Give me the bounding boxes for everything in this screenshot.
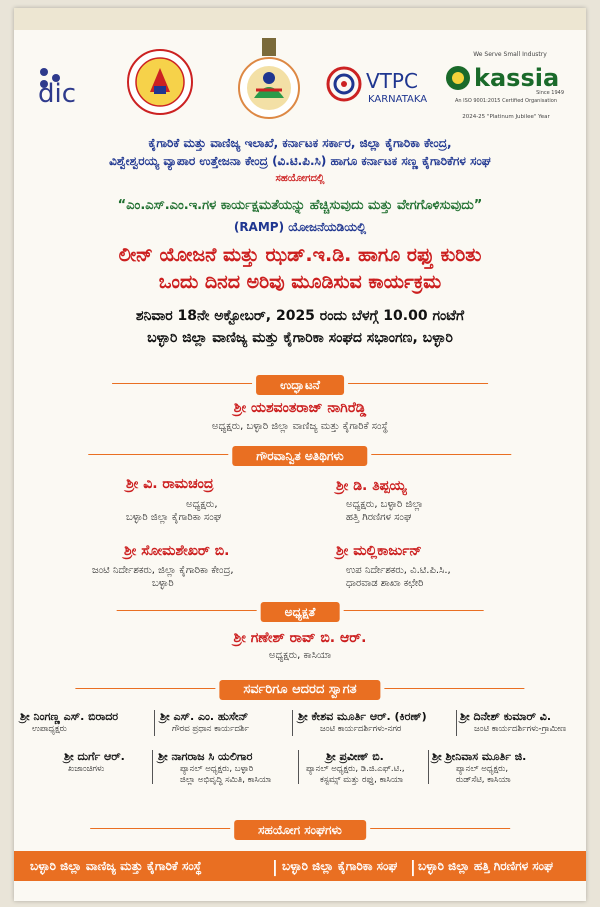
welcome-member-8 — [432, 750, 584, 786]
welcome-member-7 — [306, 750, 432, 786]
welcome-member-name: ಶ್ರೀ ಶ್ರೀನಿವಾಸ ಮೂರ್ತಿ ಜಿ. — [432, 750, 527, 763]
president-desc: ಅಧ್ಯಕ್ಷರು, ಕಾಸಿಯಾ — [268, 650, 332, 661]
welcome-member-name: ಶ್ರೀ ಎಸ್. ಎಂ. ಹುಸೇನ್ — [160, 710, 249, 723]
divider — [428, 750, 429, 784]
vtpc-logo — [324, 64, 444, 108]
welcome-member-role: ಪ್ಯಾನಲ್ ಅಧ್ಯಕ್ಷರು, ಬಳ್ಳಾರಿ — [180, 764, 254, 774]
support-org-2: ಬಳ್ಳಾರಿ ಜಿಲ್ಲಾ ಕೈಗಾರಿಕಾ ಸಂಘ — [282, 859, 398, 873]
event-date: ಶನಿವಾರ 18ನೇ ಅಕ್ಟೋಬರ್, 2025 ರಂದು ಬೆಳಗ್ಗೆ 10.00 ಗಂಟೆಗೆ — [135, 308, 465, 324]
president-name: ಶ್ರೀ ಗಣೇಶ್ ರಾವ್ ಬಿ. ಆರ್. — [233, 630, 367, 646]
divider — [154, 710, 155, 736]
kassia-logo — [444, 48, 568, 124]
welcome-member-2 — [160, 710, 290, 735]
support-org-3: ಬಳ್ಳಾರಿ ಜಿಲ್ಲಾ ಹತ್ತಿ ಗಿರಣಿಗಳ ಸಂಘ — [418, 859, 553, 873]
collaboration-label: ಸಹಯೋಗದಲ್ಲಿ — [275, 173, 325, 184]
welcome-member-6 — [158, 750, 298, 786]
guest-4-name: ಶ್ರೀ ಮಲ್ಲಿಕಾರ್ಜುನ್ — [336, 543, 422, 559]
dic-logo — [34, 58, 96, 108]
kassia-tagline: We Serve Small Industry — [473, 51, 547, 58]
divider: | — [410, 857, 416, 876]
kassia-jubilee: 2024-25 "Platinum Jubilee" Year — [462, 114, 550, 120]
divider — [298, 750, 299, 784]
welcome-member-3 — [298, 710, 458, 735]
welcome-member-1 — [20, 710, 150, 735]
event-venue: ಬಳ್ಳಾರಿ ಜಿಲ್ಲಾ ವಾಣಿಜ್ಯ ಮತ್ತು ಕೈಗಾರಿಕಾ ಸಂಘದ ಸಭಾಂಗಣ, ಬಳ್ಳಾರಿ — [147, 330, 453, 346]
guest-4-desc-2: ಧಾರವಾಡ ಶಾಖಾ ಕಛೇರಿ — [346, 578, 424, 589]
support-orgs-band — [14, 851, 586, 881]
welcome-member-role: ಖಜಾಂಚಿಗಳು — [68, 764, 105, 774]
organizers-line-1: ಕೈಗಾರಿಕೆ ಮತ್ತು ವಾಣಿಜ್ಯ ಇಲಾಖೆ, ಕರ್ನಾಟಕ ಸರ್ಕಾರ, ಜಿಲ್ಲಾ ಕೈಗಾರಿಕಾ ಕೇಂದ್ರ, — [148, 136, 452, 150]
welcome-member-name: ಶ್ರೀ ಕೇಶವ ಮೂರ್ತಿ ಆರ್. (ಕಿರಣ್) — [298, 710, 427, 723]
top-band — [14, 8, 586, 30]
logo-strip — [34, 38, 566, 128]
welcome-member-role: ಗೌರವ ಪ್ರಧಾನ ಕಾರ್ಯದರ್ಶಿ — [172, 724, 250, 734]
welcome-member-role: ಉಪಾಧ್ಯಕ್ಷರು — [32, 724, 67, 734]
guest-2-desc-1: ಅಧ್ಯಕ್ಷರು, ಬಳ್ಳಾರಿ ಜಿಲ್ಲಾ — [346, 499, 424, 510]
welcome-member-role-2: ರುಡ್‌ಸೆಟಿ, ಕಾಸಿಯಾ — [456, 775, 511, 785]
guest-1-desc-2: ಬಳ್ಳಾರಿ ಜಿಲ್ಲಾ ಕೈಗಾರಿಕಾ ಸಂಘ — [126, 512, 222, 523]
guest-1-desc-1: ಅಧ್ಯಕ್ಷರು, — [186, 499, 218, 510]
welcome-member-name: ಶ್ರೀ ದಿನೇಶ್ ಕುಮಾರ್ ವಿ. — [460, 710, 552, 723]
ramp-logo — [234, 38, 304, 124]
event-title-line-1: ಲೀನ್ ಯೋಜನೆ ಮತ್ತು ಝಡ್.ಇ.ಡಿ. ಹಾಗೂ ರಫ್ತು ಕುರಿತು — [118, 244, 482, 266]
welcome-member-name: ಶ್ರೀ ದುರ್ಗೆ ಆರ್. — [64, 750, 125, 763]
inaugurator-desc: ಅಧ್ಯಕ್ಷರು, ಬಳ್ಳಾರಿ ಜಿಲ್ಲಾ ವಾಣಿಜ್ಯ ಮತ್ತು ಕೈಗಾರಿಕೆ ಸಂಸ್ಥೆ — [211, 421, 389, 432]
vtpc-text: VTPC — [366, 69, 418, 93]
welcome-member-role-2: ಜಿಲ್ಲಾ ಅಭಿವೃದ್ಧಿ ಸಮಿತಿ, ಕಾಸಿಯಾ — [180, 775, 272, 785]
welcome-member-role: ಜಂಟಿ ಕಾರ್ಯದರ್ಶಿಗಳು-ನಗರ — [320, 724, 402, 734]
divider: | — [272, 857, 278, 876]
scheme-quote: “ಎಂ.ಎಸ್.ಎಂ.ಇ.ಗಳ ಕಾರ್ಯಕ್ಷಮತೆಯನ್ನು ಹೆಚ್ಚಿಸುವುದು ಮತ್ತು ವೇಗಗೊಳಿಸುವುದು” — [117, 198, 483, 213]
kassia-since: Since 1949 — [536, 90, 564, 96]
guest-1-desc — [126, 498, 221, 524]
welcome-member-role: ಪ್ಯಾನಲ್ ಅಧ್ಯಕ್ಷರು, ಡಿ.ಜಿ.ಎಫ್.ಟಿ., — [306, 764, 405, 774]
guest-4-desc-1: ಉಪ ನಿರ್ದೇಶಕರು, ವಿ.ಟಿ.ಪಿ.ಸಿ., — [346, 565, 451, 576]
kassia-text: kassia — [474, 64, 560, 92]
dic-text: dic — [38, 79, 77, 108]
welcome-member-5 — [64, 750, 154, 775]
support-heading: ಸಹಯೋಗ ಸಂಘಗಳು — [234, 820, 366, 840]
presidency-heading: ಅಧ್ಯಕ್ಷತೆ — [261, 602, 340, 622]
organizers-line-2: ವಿಶ್ವೇಶ್ವರಯ್ಯ ವ್ಯಾಪಾರ ಉತ್ತೇಜನಾ ಕೇಂದ್ರ (ವಿ.ಟಿ.ಪಿ.ಸಿ) ಹಾಗೂ ಕರ್ನಾಟಕ ಸಣ್ಣ ಕೈಗಾರಿಕೆಗಳ ಸಂಘ — [109, 154, 491, 168]
divider — [152, 750, 153, 784]
guest-2-desc-2: ಹತ್ತಿ ಗಿರಣಿಗಳ ಸಂಘ — [346, 512, 412, 523]
guest-3-desc-1: ಜಂಟಿ ನಿರ್ದೇಶಕರು, ಜಿಲ್ಲಾ ಕೈಗಾರಿಕಾ ಕೇಂದ್ರ, — [92, 565, 234, 576]
support-org-1: ಬಳ್ಳಾರಿ ಜಿಲ್ಲಾ ವಾಣಿಜ್ಯ ಮತ್ತು ಕೈಗಾರಿಕೆ ಸಂಸ್ಥೆ — [30, 859, 202, 873]
inauguration-heading: ಉದ್ಘಾಟನೆ — [256, 375, 344, 395]
guests-heading: ಗೌರವಾನ್ವಿತ ಅತಿಥಿಗಳು — [232, 446, 367, 466]
divider — [292, 710, 293, 736]
vtpc-state-text: KARNATAKA — [368, 94, 428, 105]
guest-2-name: ಶ್ರೀ ಡಿ. ತಿಪ್ಪಯ್ಯ — [336, 478, 407, 494]
invitation-card — [14, 8, 586, 901]
guest-2-desc — [346, 498, 423, 524]
scheme-line: (RAMP) ಯೋಜನೆಯಡಿಯಲ್ಲಿ — [233, 220, 367, 234]
welcome-heading: ಸರ್ವರಿಗೂ ಆದರದ ಸ್ವಾಗತ — [219, 680, 380, 700]
welcome-member-name: ಶ್ರೀ ನಿಂಗಣ್ಣ ಎಸ್. ಬಿರಾದರ — [20, 710, 119, 723]
kassia-cert: An ISO 9001:2015 Certified Organisation — [455, 98, 557, 104]
welcome-member-role-2: ಕಸ್ಟಮ್ಸ್ ಮತ್ತು ರಫ್ತು, ಕಾಸಿಯಾ — [320, 775, 404, 785]
guest-3-name: ಶ್ರೀ ಸೋಮಶೇಖರ್ ಬಿ. — [124, 543, 230, 559]
guest-3-desc — [92, 564, 234, 590]
welcome-member-role: ಜಂಟಿ ಕಾರ್ಯದರ್ಶಿಗಳು-ಗ್ರಾಮೀಣ — [474, 724, 567, 734]
event-title-line-2: ಒಂದು ದಿನದ ಅರಿವು ಮೂಡಿಸುವ ಕಾರ್ಯಕ್ರಮ — [158, 271, 442, 293]
welcome-member-name: ಶ್ರೀ ನಾಗರಾಜ ಸಿ ಯಲಿಗಾರ — [158, 750, 253, 763]
karnataka-emblem — [126, 48, 194, 116]
guest-1-name: ಶ್ರೀ ವಿ. ರಾಮಚಂದ್ರ — [126, 476, 214, 492]
welcome-member-name: ಶ್ರೀ ಪ್ರವೀಣ್ ಬಿ. — [326, 750, 384, 763]
guest-4-desc — [346, 564, 451, 590]
divider — [456, 710, 457, 736]
welcome-member-4 — [460, 710, 584, 735]
inaugurator-name: ಶ್ರೀ ಯಶವಂತರಾಜ್ ನಾಗಿರೆಡ್ಡಿ — [233, 400, 367, 416]
guest-3-desc-2: ಬಳ್ಳಾರಿ — [151, 578, 174, 589]
welcome-member-role: ಪ್ಯಾನಲ್ ಅಧ್ಯಕ್ಷರು, — [456, 764, 509, 774]
